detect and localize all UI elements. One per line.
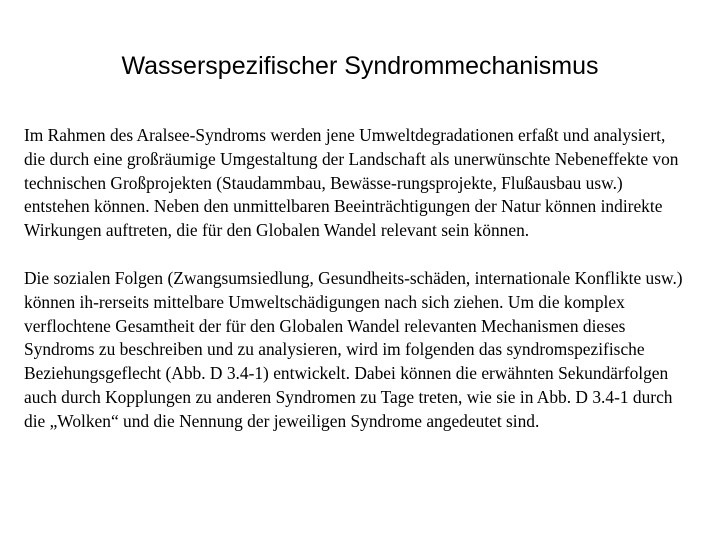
paragraph-aralsee-syndrome: Im Rahmen des Aralsee-Syndroms werden jene Umweltdegradationen erfaßt und analysiert, die durch eine großräumige Umgestaltung der Landschaft als unerwünschte Nebeneffekte von technischen Großprojekten (Staudammbau, Bewässe-rungsprojekte, Flußausbau usw.) entstehen können. Neben den unmittelbaren Beeinträchtigungen der Natur können indirekte Wirkungen auftreten, die für den Globalen Wandel relevant sein können. (24, 125, 679, 241)
slide-body (24, 124, 686, 434)
paragraph-social-consequences: Die sozialen Folgen (Zwangsumsiedlung, Gesundheits-schäden, internationale Konflikte usw.) können ih-rerseits mittelbare Umweltschädigungen nach sich ziehen. Um die komplex verflochtene Gesamtheit der für den Globalen Wandel relevanten Mechanismen dieses Syndroms zu beschreiben und zu analysieren, wird im folgenden das syndromspezifische Beziehungsgeflecht (Abb. D 3.4-1) entwickelt. Dabei können die erwähnten Sekundärfolgen auch durch Kopplungen zu anderen Syndromen zu Tage treten, wie sie in Abb. D 3.4-1 durch die „Wolken“ und die Nennung der jeweiligen Syndrome angedeutet sind. (24, 267, 683, 431)
slide-title: Wasserspezifischer Syndrommechanismus (121, 52, 599, 80)
